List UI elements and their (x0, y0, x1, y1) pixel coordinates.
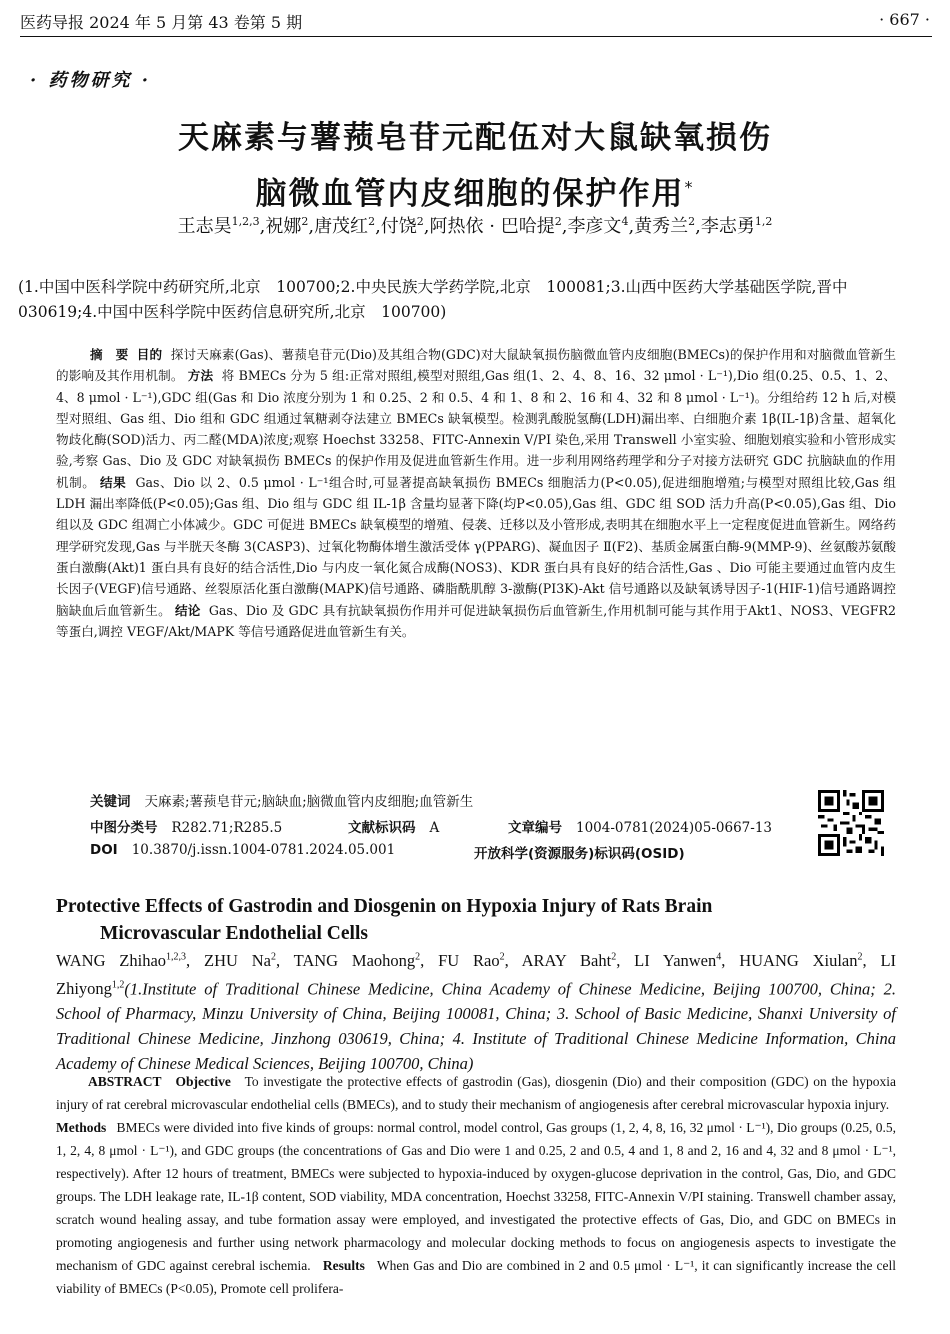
cn-author: 王志昊 (177, 216, 232, 237)
en-author-affiliation-mark: 2 (270, 951, 276, 962)
abstract-cn-results-heading: 结果 (100, 474, 127, 490)
en-author: HUANG Xiulan (739, 950, 858, 970)
abstract-cn (56, 344, 896, 642)
page-number: · 667 · (879, 10, 930, 29)
en-author: ZHU Na (203, 950, 271, 970)
osid-label: 开放科学(资源服务)标识码(OSID) (474, 846, 685, 862)
title-en-line1: Protective Effects of Gastrodin and Diosgenin on Hypoxia Injury of Rats Brain (56, 896, 713, 917)
doc-code-label: 文献标识码 (348, 820, 416, 836)
abstract-cn-objective: 探讨天麻素(Gas)、薯蓣皂苷元(Dio)及其组合物(GDC)对大鼠缺氧损伤脑微血管内皮细胞(BMECs)的保护作用和对脑微血管新生的影响及其作用机制。 (56, 347, 897, 384)
title-en-line2: Microvascular Endothelial Cells (100, 923, 368, 944)
doi (90, 842, 395, 858)
doi-value[interactable]: 10.3870/j.issn.1004-0781.2024.05.001 (131, 842, 396, 858)
cn-author: 唐茂红 (314, 216, 369, 237)
en-author: TANG Maohong (293, 950, 416, 970)
section-label: · 药物研究 · (30, 70, 152, 91)
en-author: ARAY Baht (521, 950, 612, 970)
en-author-affiliation-mark: 2 (857, 951, 863, 962)
abstract-cn-conclusion-heading: 结论 (175, 602, 201, 618)
journal-header: 医药导报 2024 年 5 月第 43 卷第 5 期 (20, 13, 303, 32)
authors-affiliation-en (56, 944, 896, 1076)
clc-label: 中图分类号 (90, 820, 158, 836)
affiliation-en: (1.Institute of Traditional Chinese Medicine, China Academy of Chinese Medicine, Beijing 100700, China; 2. School of Pharmacy, Minzu University of China, Beijing 100081, China; 3. School of Basic Medicine, Shanxi University of Traditional Chinese Medicine, Jinzhong 030619, China; 4. Institute of Traditional Chinese Medicine Information, China Academy of Chinese Medical Sciences, Beijing 100700, China) (56, 979, 896, 1073)
authors-en: WANG Zhihao$^{1,2,3}$, ZHU Na$^2$, TANG Maohong$^2$, FU Rao$^2$, ARAY Baht$^2$, LI Yanwen$^4$, HUANG Xiulan$^2$, LI Zhiyong$^{1,2}$ (56, 950, 897, 998)
title-cn-line2 (0, 168, 950, 213)
qr-code-icon[interactable] (818, 790, 884, 856)
cn-author: 李彦文 (567, 216, 622, 237)
title-en (56, 893, 936, 947)
abstract-cn-label: 摘 要 (90, 347, 129, 362)
article-number-label: 文章编号 (508, 820, 562, 836)
en-author-affiliation-mark: 2 (415, 951, 421, 962)
abstract-cn-objective-heading: 目的 (136, 347, 163, 362)
cn-author-affiliation-mark: 2 (301, 215, 309, 228)
cn-author-affiliation-mark: 2 (688, 215, 696, 228)
header-rule (20, 36, 932, 37)
abstract-cn-methods-heading: 方法 (187, 368, 214, 384)
abstract-en-objective: To investigate the protective effects of gastrodin (Gas), diosgenin (Dio) and their composition (GDC) on the hypoxia injury of rat cerebral microvascular endothelial cells (BMECs), and to study their mechanism of angiogenesis after cerebral microvascular hypoxia injury. (56, 1074, 897, 1112)
keywords-cn (90, 790, 473, 810)
authors-cn: 王志昊$^{1,2,3}$,祝娜$^2$,唐茂红$^2$,付饶$^2$,阿热依 · 巴哈提$^2$,李彦文$^4$,黄秀兰$^2$,李志勇$^{1,2}$ (177, 215, 773, 237)
article-number-value: 1004-0781(2024)05-0667-13 (576, 820, 773, 836)
doi-label: DOI (90, 842, 118, 858)
en-author: LI Yanwen (634, 950, 717, 970)
abstract-en-methods-heading: Methods (56, 1120, 107, 1135)
affiliation-cn: (1.中国中医科学院中药研究所,北京 100700;2.中央民族大学药学院,北京 100081;3.山西中医药大学基础医学院,晋中 030619;4.中国中医科学院中医药信息研究所,北京 100700) (18, 278, 863, 321)
osid (474, 842, 699, 862)
cn-author: 祝娜 (265, 216, 302, 237)
en-author-affiliation-mark: 2 (499, 951, 505, 962)
cn-author-affiliation-mark: 1,2 (754, 215, 773, 228)
abstract-en-methods: BMECs were divided into five kinds of groups: normal control, model control, Gas groups (1, 2, 4, 8, 16, 32 μmol · L⁻¹), Dio groups (0.25, 0.5, 1, 2, 4, 8 μmol · L⁻¹), and GDC groups (the concentrations of Gas and Dio were 1 and 0.25, 2 and 0.5, 4 and 1, 8 and 2, 16 and 4, 32 and 8 μmol · L⁻¹, respectively). After 12 hours of treatment, BMECs were subjected to hypoxia-induced by oxygen-glucose deprivation in the control, Gas, Dio, and GDC groups. The LDH leakage rate, IL-1β content, SOD viability, MDA concentration, Hoechst 33258, FITC-Annexin V/PI staining. Transwell chamber assay, scratch wound healing assay, and tube formation assay were employed, and investigated the protective effects of Gas, Dio, and GDC on BMECs in promoting angiogenesis and further using network pharmacology and molecular docking methods to focus on angiogenesis aspects to investigate the mechanism of GDC against cerebral ischemia. (56, 1120, 897, 1273)
doc-code (348, 816, 439, 836)
en-author: FU Rao (438, 950, 500, 970)
keywords-text: 天麻素;薯蓣皂苷元;脑缺血;脑微血管内皮细胞;血管新生 (144, 794, 474, 810)
en-author-affiliation-mark: 1,2,3 (166, 951, 187, 962)
article-number (508, 816, 772, 836)
abstract-en-results-heading: Results (322, 1258, 365, 1273)
en-author-affiliation-mark: 2 (611, 951, 617, 962)
cn-author-affiliation-mark: 2 (416, 215, 424, 228)
abstract-cn-conclusion: Gas、Dio 及 GDC 具有抗缺氧损伤作用并可促进缺氧损伤后血管新生,作用机制可能与其作用于Akt1、NOS3、VEGFR2 等蛋白,调控 VEGF/Akt/MAPK 等信号通路促进血管新生有关。 (56, 602, 896, 639)
clc (90, 816, 282, 836)
title-cn-line2-text: 脑微血管内皮细胞的保护作用 (255, 176, 685, 212)
en-author-affiliation-mark: 4 (716, 951, 722, 962)
en-author: WANG Zhihao (56, 950, 167, 970)
keywords-label: 关键词 (90, 794, 131, 810)
cn-author-affiliation-mark: 2 (554, 215, 562, 228)
abstract-en-label: ABSTRACT (88, 1074, 162, 1089)
abstract-en (56, 1070, 896, 1300)
cn-author: 付饶 (380, 216, 417, 237)
doc-code-value: A (429, 820, 440, 836)
cn-author-affiliation-mark: 2 (368, 215, 376, 228)
abstract-cn-methods: 将 BMECs 分为 5 组:正常对照组,模型对照组,Gas 组(1、2、4、8、16、32 μmol · L⁻¹),Dio 组(0.25、0.5、1、2、4、8 μmol · L⁻¹),GDC 组(Gas 和 Dio 浓度分别为 1 和 0.25、2 和 0.5、4 和 1、8 和 2、16 和 4、32 和 8 μmol · L⁻¹)。分组给药 12 h 后,对模型对照组、Gas 组、Dio 组和 GDC 组通过氧糖剥夺法建立 BMECs 缺氧模型。检测乳酸脱氢酶(LDH)漏出率、白细胞介素 1β(IL-1β)含量、超氧化物歧化酶(SOD)活力、丙二醛(MDA)浓度;观察 Hoechst 33258、FITC-Annexin V/PI 染色,采用 Transwell 小室实验、细胞划痕实验和小管形成实验,考察 Gas、Dio 及 GDC 对缺氧损伤 BMECs 的保护作用及促进血管新生作用。进一步利用网络药理学和分子对接方法研究 GDC 抗脑缺血的作用机制。 (56, 368, 897, 490)
en-author: LI Zhiyong (56, 950, 897, 998)
abstract-cn-results: Gas、Dio 以 2、0.5 μmol · L⁻¹组合时,可显著提高缺氧损伤 BMECs 细胞活力(P<0.05),促进细胞增殖;与模型对照组比较,Gas 组 LDH 漏出率降低(P<0.05);Gas 组、Dio 组与 GDC 组 IL-1β 含量均显著下降(均P<0.05),Gas 组、GDC 组 SOD 活力升高(P<0.05),Gas 组、Dio 组以及 GDC 组凋亡小体减少。GDC 可促进 BMECs 缺氧模型的增殖、侵袭、迁移以及小管形成,表明其在细胞水平上一定程度促进血管新生。网络药理学研究发现,Gas 与半胱天冬酶 3(CASP3)、过氧化物酶体增生激活受体 γ(PPARG)、凝血因子 Ⅱ(F2)、基质金属蛋白酶-9(MMP-9)、丝氨酸苏氨酸蛋白激酶(Akt)1 蛋白具有良好的结合活性,Dio 与内皮一氧化氮合成酶(NOS3)、KDR 蛋白具有良好的结合活性,Gas 、Dio 可能主要通过血管内皮生长因子(VEGF)信号通路、丝裂原活化蛋白激酶(MAPK)信号通路、磷脂酰肌醇 3-激酶(PI3K)-Akt 信号通路以及缺氧诱导因子-1(HIF-1)信号通路调控脑缺血后血管新生。 (56, 474, 896, 618)
cn-author: 黄秀兰 (634, 216, 689, 237)
cn-author: 李志勇 (700, 216, 755, 237)
cn-author: 阿热依 · 巴哈提 (429, 216, 555, 237)
en-author-affiliation-mark: 1,2 (111, 979, 125, 991)
abstract-en-objective-heading: Objective (175, 1074, 231, 1089)
cn-author-affiliation-mark: 4 (621, 215, 629, 228)
abstract-en-results: When Gas and Dio are combined in 2 and 0.5 μmol · L⁻¹, it can significantly increase the cell viability of BMECs (P<0.05), Promote cell prolifera- (56, 1258, 896, 1296)
clc-value: R282.71;R285.5 (171, 820, 283, 836)
cn-author-affiliation-mark: 1,2,3 (231, 215, 260, 228)
title-cn-line1: 天麻素与薯蓣皂苷元配伍对大鼠缺氧损伤 (178, 120, 772, 156)
title-star: * (684, 177, 695, 197)
